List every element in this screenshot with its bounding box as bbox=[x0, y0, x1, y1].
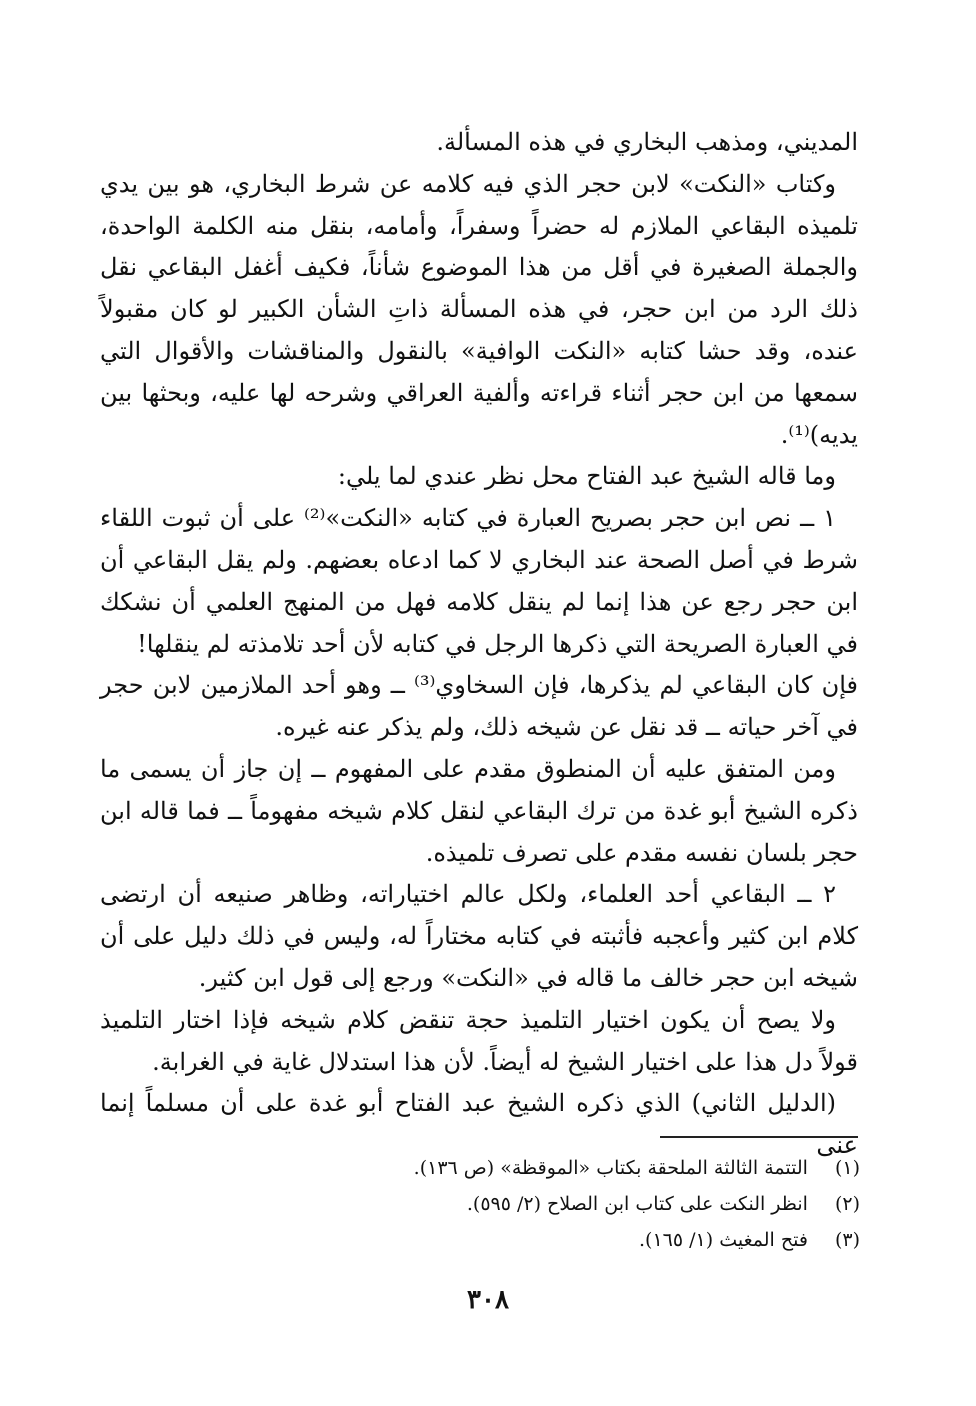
paragraph: فإن كان البقاعي لم يذكرها، فإن السخاوي⁽³⁾ ــ وهو أحد الملازمين لابن حجر في آخر حياته ــ قد نقل عن شيخه ذلك، ولم يذكر عنه غيره. bbox=[100, 671, 858, 742]
paragraph: وكتاب «النكت» لابن حجر الذي فيه كلامه عن شرط البخاري، هو بين يدي تلميذه البقاعي الملازم له حضراً وسفراً، وأمامه، بنقل منه الكلمة الواحدة، والجملة الصغيرة في أقل من هذا الموضوع شأناً، فكيف أغفل البقاعي نقل ذلك الرد من ابن حجر، في هذه المسألة ذاتِ الشأن الكبير لو كان مقبولاً عنده، وقد حشا كتابه «النكت الوافية» بالنقول والمناقشات والأقوال التي سمعها من ابن حجر أثناء قراءته وألفية العراقي وشرحه لها عليه، وبحثها بين يديه)⁽¹⁾. bbox=[100, 169, 858, 449]
main-text bbox=[100, 122, 858, 1167]
footnote-item bbox=[300, 1186, 860, 1222]
paragraph: ولا يصح أن يكون اختيار التلميذ حجة تنقض كلام شيخه فإذا اختار التلميذ قولاً دل هذا على اختيار الشيخ له أيضاً. لأن هذا استدلال غاية في الغرابة. bbox=[100, 1005, 858, 1076]
footnote-text: انظر النكت على كتاب ابن الصلاح (٢/ ٥٩٥). bbox=[466, 1193, 808, 1215]
paragraph: (الدليل الثاني) الذي ذكره الشيخ عبد الفتاح أبو غدة على أن مسلماً إنما عنى bbox=[100, 1089, 858, 1160]
footnote-number: (١) bbox=[834, 1157, 860, 1179]
page-number: ٣٠٨ bbox=[467, 1285, 509, 1315]
footnote-text: التتمة الثالثة الملحقة بكتاب «الموقظة» (ص ١٣٦). bbox=[413, 1157, 808, 1179]
paragraph: ٢ ــ البقاعي أحد العلماء، ولكل عالم اختياراته، وظاهر صنيعه أن ارتضى كلام ابن كثير وأعجبه فأثبته في كتابه مختاراً له، وليس في ذلك دليل على أن شيخه ابن حجر خالف ما قاله في «النكت» ورجع إلى قول ابن كثير. bbox=[100, 880, 858, 992]
footnote-number: (٣) bbox=[834, 1229, 860, 1251]
footnote-text: فتح المغيث (١/ ١٦٥). bbox=[639, 1229, 808, 1251]
footnote-item bbox=[300, 1150, 860, 1186]
paragraph: وما قاله الشيخ عبد الفتاح محل نظر عندي لما يلي: bbox=[337, 462, 836, 491]
paragraph: ومن المتفق عليه أن المنطوق مقدم على المفهوم ــ إن جاز أن يسمى ما ذكره الشيخ أبو غدة من ترك البقاعي لنقل كلام شيخه مفهوماً ــ فما قاله ابن حجر بلسان نفسه مقدم على تصرف تلميذه. bbox=[100, 754, 858, 867]
footnotes bbox=[300, 1150, 860, 1258]
footnote-divider bbox=[660, 1136, 858, 1138]
footnote-item bbox=[300, 1222, 860, 1258]
paragraph: ١ ــ نص ابن حجر بصريح العبارة في كتابه «النكت»⁽²⁾ على أن ثبوت اللقاء شرط في أصل الصحة عند البخاري لا كما ادعاه بعضهم. ولم يقل البقاعي أن ابن حجر رجع عن هذا إنما لم ينقل كلامه فهل من المنهج العلمي أن نشكك في العبارة الصريحة التي ذكرها الرجل في كتابه لأن أحد تلامذته لم ينقلها! bbox=[100, 504, 858, 658]
paragraph-continuation: المديني، ومذهب البخاري في هذه المسألة. bbox=[436, 128, 858, 156]
footnote-number: (٢) bbox=[834, 1193, 860, 1215]
